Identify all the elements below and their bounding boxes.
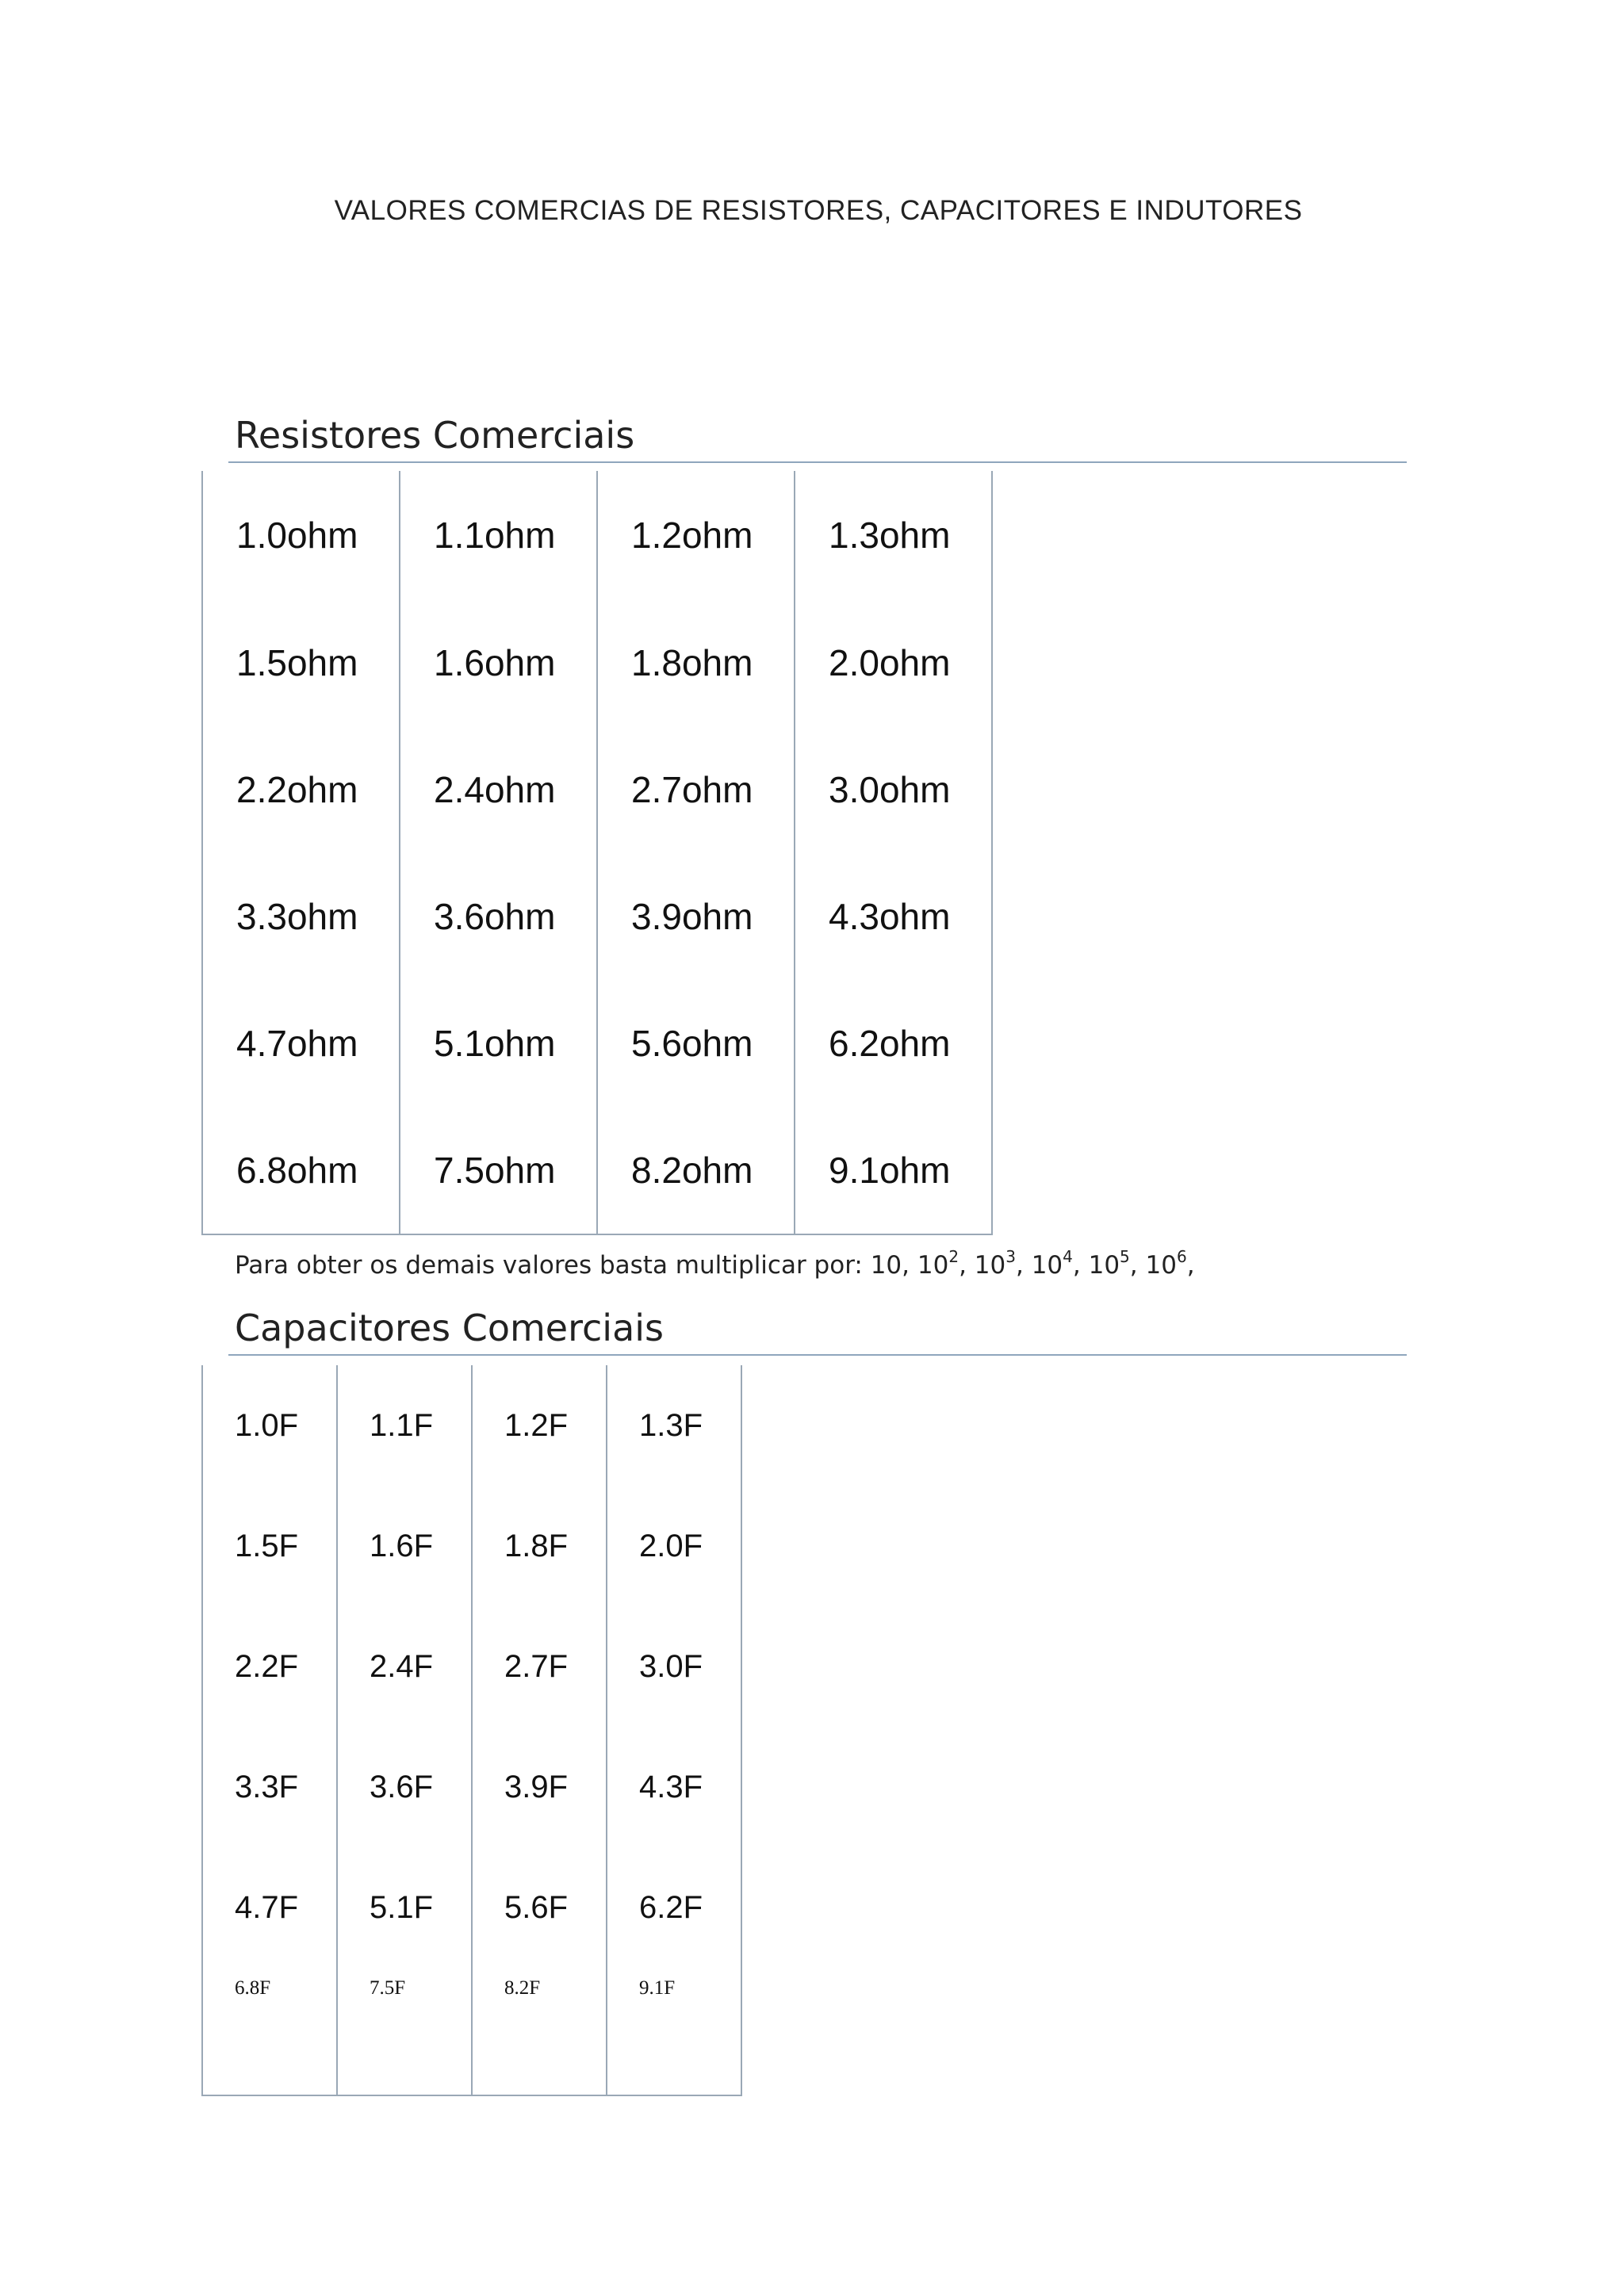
resistors-row: [202, 853, 992, 980]
capacitors-value-cell: 6.2F: [607, 1847, 741, 1968]
resistors-value-cell: 3.3ohm: [202, 853, 400, 980]
capacitors-heading: Capacitores Comerciais: [235, 1307, 665, 1349]
multiplier-exponent: 6: [1176, 1247, 1187, 1266]
resistors-value-cell: 1.2ohm: [597, 471, 795, 599]
capacitors-value-cell: 6.8F: [202, 1968, 337, 2095]
resistors-heading-rule: [228, 461, 1407, 463]
multiplier-trailing: ,: [1186, 1251, 1195, 1280]
resistors-value-cell: 3.6ohm: [400, 853, 597, 980]
multiplier-power-base: 10: [1145, 1251, 1177, 1280]
capacitor-values-table: [201, 1365, 742, 2096]
multiplier-separator: ,: [1129, 1251, 1146, 1280]
resistors-row: [202, 471, 992, 599]
multiplier-note: [235, 1247, 1195, 1280]
capacitors-value-cell: 2.4F: [337, 1606, 472, 1727]
capacitors-value-cell: 5.6F: [472, 1847, 607, 1968]
capacitors-value-cell: 2.0F: [607, 1486, 741, 1606]
resistors-value-cell: 8.2ohm: [597, 1107, 795, 1234]
resistors-value-cell: 9.1ohm: [795, 1107, 992, 1234]
capacitors-row: [202, 1365, 741, 1486]
capacitors-value-cell: 2.2F: [202, 1606, 337, 1727]
resistors-value-cell: 7.5ohm: [400, 1107, 597, 1234]
capacitors-value-cell: 2.7F: [472, 1606, 607, 1727]
multiplier-power-base: 10: [1031, 1251, 1063, 1280]
capacitors-value-cell: 5.1F: [337, 1847, 472, 1968]
capacitors-row: [202, 1606, 741, 1727]
resistors-value-cell: 2.0ohm: [795, 599, 992, 726]
multiplier-note-text: Para obter os demais valores basta multiplicar por:: [235, 1251, 871, 1280]
capacitors-value-cell: 9.1F: [607, 1968, 741, 2095]
capacitors-value-cell: 1.6F: [337, 1486, 472, 1606]
capacitors-value-cell: 3.9F: [472, 1727, 607, 1847]
multiplier-power-base: 10: [1088, 1251, 1120, 1280]
resistors-value-cell: 4.3ohm: [795, 853, 992, 980]
capacitors-row: [202, 1486, 741, 1606]
capacitors-value-cell: 1.1F: [337, 1365, 472, 1486]
resistors-value-cell: 2.7ohm: [597, 726, 795, 853]
resistors-value-cell: 1.6ohm: [400, 599, 597, 726]
resistors-value-cell: 6.8ohm: [202, 1107, 400, 1234]
resistors-row: [202, 1107, 992, 1234]
capacitors-row: [202, 1968, 741, 2095]
multiplier-separator: ,: [902, 1251, 917, 1280]
resistors-value-cell: 3.9ohm: [597, 853, 795, 980]
resistors-value-cell: 1.5ohm: [202, 599, 400, 726]
multiplier-separator: ,: [959, 1251, 975, 1280]
multiplier-exponent: 5: [1120, 1247, 1130, 1266]
capacitors-value-cell: 1.0F: [202, 1365, 337, 1486]
resistors-value-cell: 6.2ohm: [795, 980, 992, 1107]
multiplier-separator: ,: [1015, 1251, 1032, 1280]
resistors-value-cell: 1.1ohm: [400, 471, 597, 599]
capacitors-value-cell: 7.5F: [337, 1968, 472, 2095]
capacitors-row: [202, 1727, 741, 1847]
resistors-value-cell: 3.0ohm: [795, 726, 992, 853]
multiplier-base: 10: [870, 1251, 902, 1280]
resistors-row: [202, 980, 992, 1107]
capacitors-value-cell: 3.6F: [337, 1727, 472, 1847]
capacitors-value-cell: 3.0F: [607, 1606, 741, 1727]
capacitors-value-cell: 3.3F: [202, 1727, 337, 1847]
resistors-value-cell: 1.0ohm: [202, 471, 400, 599]
multiplier-separator: ,: [1072, 1251, 1089, 1280]
capacitors-value-cell: 1.8F: [472, 1486, 607, 1606]
resistor-values-table: [201, 471, 993, 1235]
resistors-value-cell: 2.2ohm: [202, 726, 400, 853]
multiplier-power-base: 10: [974, 1251, 1006, 1280]
resistors-value-cell: 4.7ohm: [202, 980, 400, 1107]
resistors-row: [202, 599, 992, 726]
resistors-value-cell: 1.3ohm: [795, 471, 992, 599]
capacitors-value-cell: 1.2F: [472, 1365, 607, 1486]
resistors-value-cell: 5.6ohm: [597, 980, 795, 1107]
capacitors-heading-rule: [228, 1354, 1407, 1356]
capacitors-value-cell: 4.7F: [202, 1847, 337, 1968]
capacitors-value-cell: 8.2F: [472, 1968, 607, 2095]
capacitors-value-cell: 1.3F: [607, 1365, 741, 1486]
capacitors-row: [202, 1847, 741, 1968]
resistors-value-cell: 5.1ohm: [400, 980, 597, 1107]
resistors-value-cell: 2.4ohm: [400, 726, 597, 853]
multiplier-exponent: 3: [1005, 1247, 1016, 1266]
capacitors-value-cell: 4.3F: [607, 1727, 741, 1847]
resistors-value-cell: 1.8ohm: [597, 599, 795, 726]
multiplier-exponent: 4: [1063, 1247, 1073, 1266]
document-title: VALORES COMERCIAS DE RESISTORES, CAPACITORES E INDUTORES: [334, 195, 1303, 226]
multiplier-exponent: 2: [948, 1247, 959, 1266]
multiplier-list: [870, 1247, 1195, 1280]
resistors-row: [202, 726, 992, 853]
multiplier-power-base: 10: [917, 1251, 949, 1280]
resistors-heading: Resistores Comerciais: [235, 414, 635, 457]
capacitors-value-cell: 1.5F: [202, 1486, 337, 1606]
